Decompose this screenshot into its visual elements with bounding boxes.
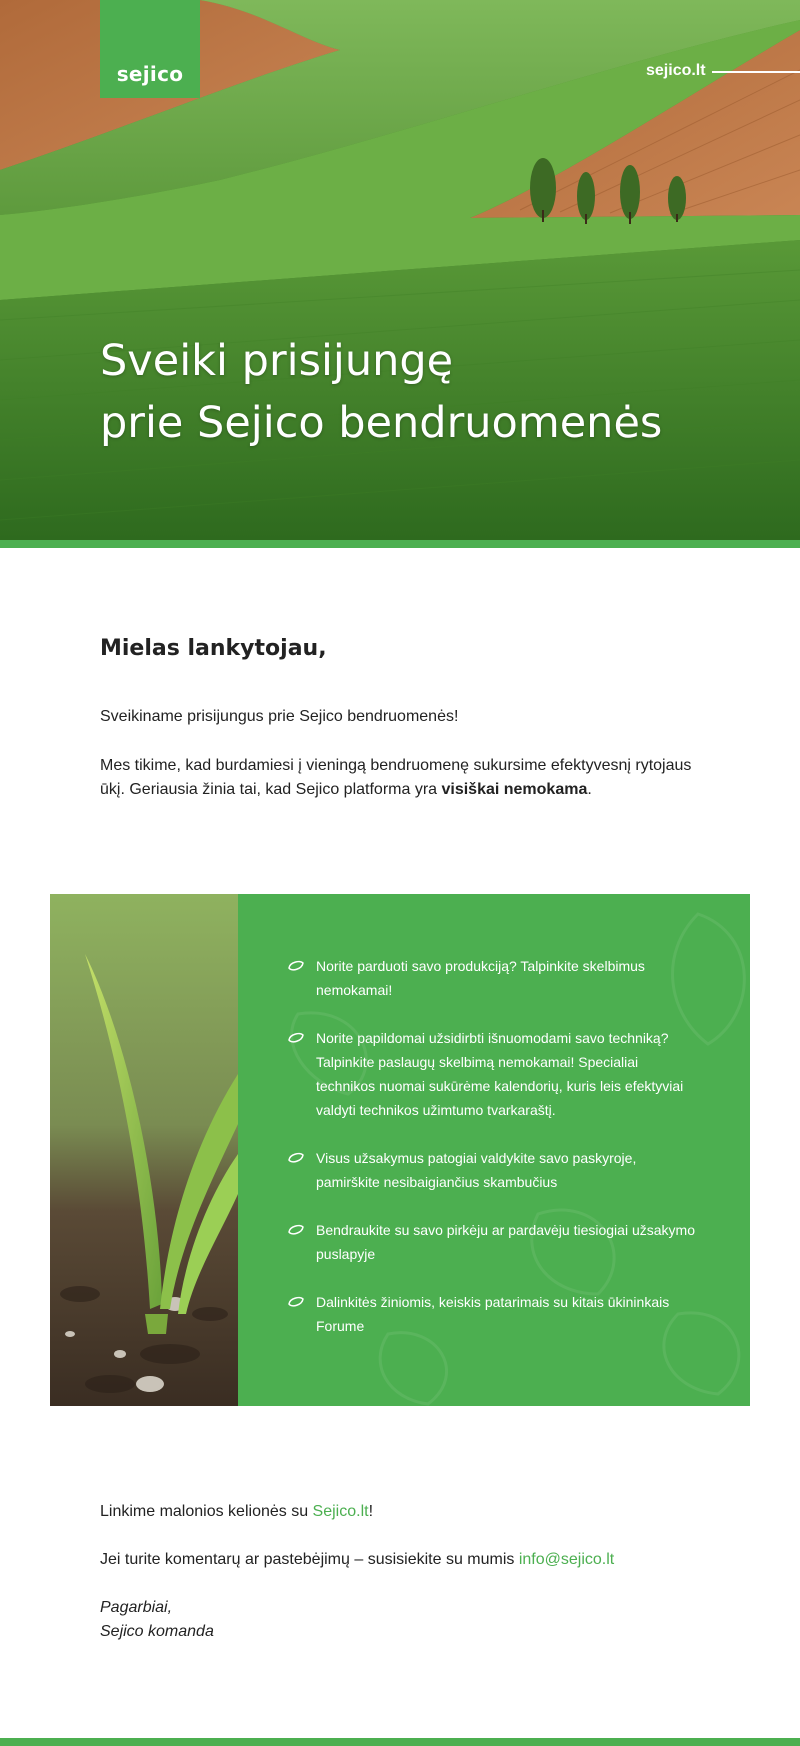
sejico-link[interactable]: Sejico.lt <box>312 1503 369 1520</box>
greeting: Mielas lankytojau, <box>100 636 327 661</box>
feature-text: Norite parduoti savo produkciją? Talpinkite skelbimus nemokamai! <box>316 958 645 998</box>
list-item <box>288 1290 698 1338</box>
belief-text: Mes tikime, kad burdamiesi į vieningą bendruomenę sukursime efektyvesnį rytojaus ūkį. Geriausia žinia tai, kad Sejico platforma yra <box>100 757 692 798</box>
list-item <box>288 954 698 1002</box>
contact-paragraph <box>100 1548 700 1572</box>
feature-text: Dalinkitės žiniomis, keiskis patarimais su kitais ūkininkais Forume <box>316 1294 670 1334</box>
signoff <box>100 1596 700 1644</box>
belief-end: . <box>587 781 592 798</box>
journey-paragraph <box>100 1500 700 1524</box>
journey-end: ! <box>368 1503 374 1520</box>
belief-paragraph <box>100 754 700 802</box>
footer-bar <box>0 1738 800 1746</box>
signoff-text: Pagarbiai, <box>100 1599 173 1616</box>
hero-divider-bar <box>0 540 800 548</box>
hero-banner <box>0 0 800 540</box>
feature-text: Bendraukite su savo pirkėju ar pardavėju tiesiogiai užsakymo puslapyje <box>316 1222 695 1262</box>
contact-text: Jei turite komentarų ar pastebėjimų – susisiekite su mumis <box>100 1551 519 1568</box>
hero-title-line-2: prie Sejico bendruomenės <box>100 398 663 448</box>
list-item <box>288 1146 698 1194</box>
list-item <box>288 1026 698 1122</box>
seedling-photo <box>50 894 238 1406</box>
seed-icon <box>288 1032 304 1044</box>
seed-icon <box>288 1296 304 1308</box>
hero-title <box>100 330 662 454</box>
features-panel <box>50 894 750 1406</box>
seed-icon <box>288 1152 304 1164</box>
free-emphasis: visiškai nemokama <box>441 781 588 798</box>
hero-title-line-1: Sveiki prisijungę <box>100 336 454 386</box>
seed-icon <box>288 1224 304 1236</box>
feature-list <box>288 954 698 1362</box>
site-link-underline <box>712 71 800 73</box>
seed-icon <box>288 960 304 972</box>
welcome-text: Sveikiname prisijungus prie Sejico bendruomenės! <box>100 708 459 725</box>
journey-text: Linkime malonios kelionės su <box>100 1503 313 1520</box>
list-item <box>288 1218 698 1266</box>
contact-email-link[interactable]: info@sejico.lt <box>518 1551 615 1568</box>
feature-text: Norite papildomai užsidirbti išnuomodami savo techniką? Talpinkite paslaugų skelbimą nemokamai! Specialiai technikos nuomai sukūrėme kalendorių, kuris leis efektyviai valdyti technikos užimtumo tvarkaraštį. <box>316 1030 684 1118</box>
team-name: Sejico komanda <box>100 1623 214 1640</box>
logo-text: sejico <box>116 62 184 86</box>
sejico-logo[interactable] <box>100 0 200 98</box>
site-link[interactable]: sejico.lt <box>646 62 706 79</box>
feature-text: Visus užsakymus patogiai valdykite savo paskyroje, pamirškite nesibaigiančius skambučius <box>316 1150 637 1190</box>
